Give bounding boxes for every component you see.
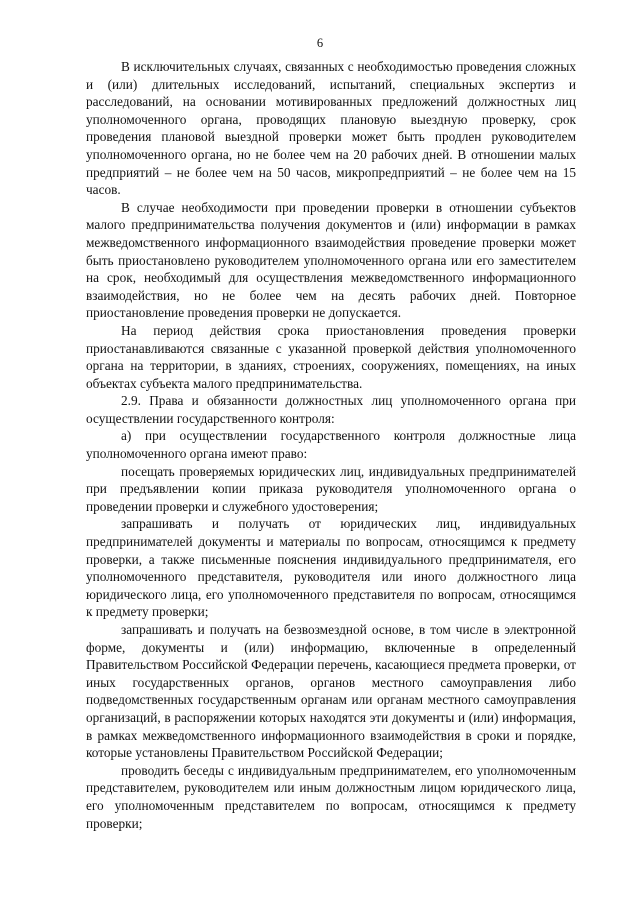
page-number: 6 [316, 36, 324, 50]
document-body [86, 58, 576, 832]
paragraph-extension-of-inspection: В исключительных случаях, связанных с необходимостью проведения сложных и (или) длительных исследований, испытаний, специальных экспертиз и расследований, на основании мотивированных предложений должностных лиц уполномоченного органа, проводящих плановую выездную проверку, срок проведения плановой выездной проверки может быть продлен руководителем уполномоченного органа, но не более чем на 20 рабочих дней. В отношении малых предприятий – не более чем на 50 часов, микропредприятий – не более чем на 15 часов. [86, 59, 576, 198]
paragraph-item-a-rights: а) при осуществлении государственного контроля должностные лица уполномоченного органа имеют право: [86, 428, 576, 462]
paragraph-right-to-request-free-of-charge: запрашивать и получать на безвозмездной основе, в том числе в электронной форме, документы и (или) информацию, включенные в определенный Правительством Российской Федерации перечень, касающиеся предмета проверки, от иных государственных органов, органов местного самоуправления либо подведомственных государственным органам или органам местного самоуправления организаций, в распоряжении которых находятся эти документы и (или) информация, в рамках межведомственного информационного взаимодействия в сроки и порядке, которые установлены Правительством Российской Федерации; [86, 622, 576, 761]
paragraph-suspension-of-inspection: В случае необходимости при проведении проверки в отношении субъектов малого предпринимательства получения документов и (или) информации в рамках межведомственного информационного взаимодействия проведение проверки может быть приостановлено руководителем уполномоченного органа или его заместителем на срок, необходимый для осуществления межведомственного информационного взаимодействия, но не более чем на десять рабочих дней. Повторное приостановление проведения проверки не допускается. [86, 199, 576, 321]
paragraph-right-to-visit: посещать проверяемых юридических лиц, индивидуальных предпринимателей при предъявлении копии приказа руководителя уполномоченного органа о проведении проверки и служебного удостоверения; [86, 463, 576, 514]
paragraph-right-to-request-documents: запрашивать и получать от юридических лиц, индивидуальных предпринимателей документы и материалы по вопросам, относящимся к предмету проверки, а также письменные пояснения индивидуального предпринимателя, его уполномоченного представителя, руководителя или иного должностного лица юридического лица, его уполномоченного представителя по вопросам, относящимся к предмету проверки; [86, 516, 576, 620]
paragraph-suspension-period: На период действия срока приостановления проведения проверки приостанавливаются связанные с указанной проверкой действия уполномоченного органа на территории, в зданиях, строениях, сооружениях, помещениях, на иных объектах субъекта малого предпринимательства. [86, 322, 576, 391]
paragraph-right-to-conduct-interviews: проводить беседы с индивидуальным предпринимателем, его уполномоченным представителем, руководителем или иным должностным лицом юридического лица, его уполномоченным представителем по вопросам, относящимся к предмету проверки; [86, 762, 576, 831]
paragraph-section-2-9-heading: 2.9. Права и обязанности должностных лиц уполномоченного органа при осуществлении государственного контроля: [86, 393, 576, 426]
